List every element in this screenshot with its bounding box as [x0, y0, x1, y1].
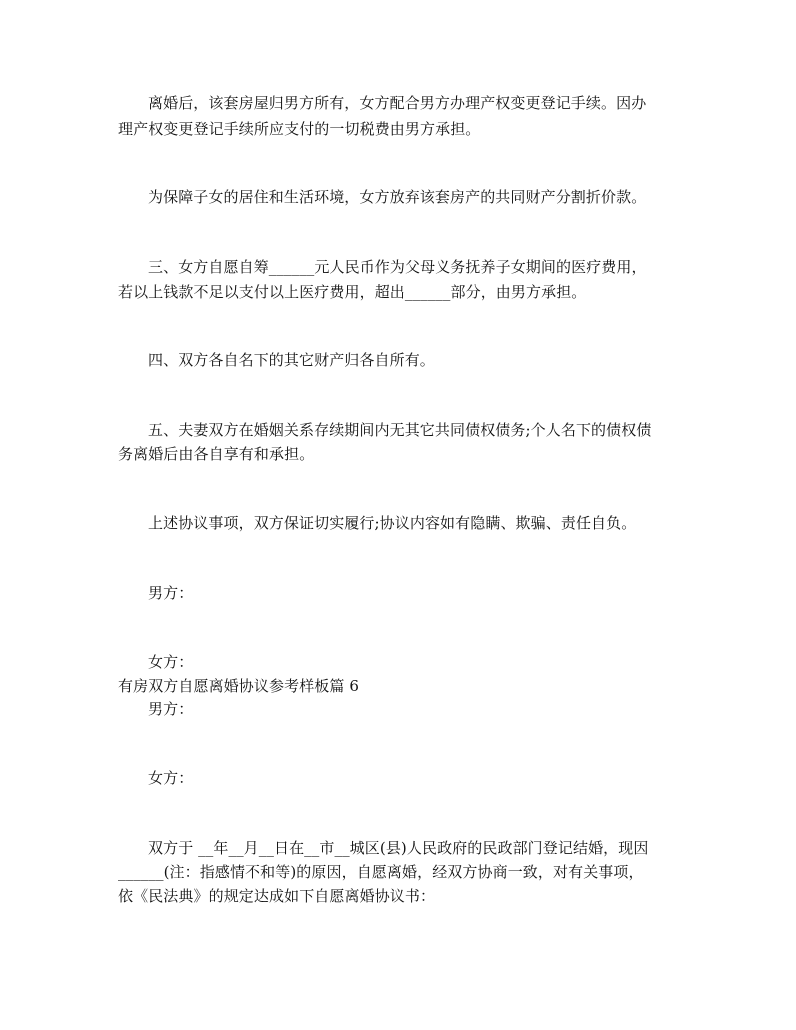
- section-female-label: 女方：: [148, 769, 194, 787]
- marriage-registration-line-1: 双方于 __年__月__日在__市__城区(县)人民政府的民政部门登记结婚，现因: [148, 839, 649, 857]
- paragraph-children-housing: 为保障子女的居住和生活环境，女方放弃该套房产的共同财产分割折价款。: [148, 188, 647, 206]
- agreement-guarantee: 上述协议事项，双方保证切实履行;协议内容如有隐瞒、欺骗、责任自负。: [148, 514, 637, 532]
- clause-three-line-1: 三、女方自愿自筹______元人民币作为父母义务抚养子女期间的医疗费用，: [148, 258, 647, 276]
- paragraph-property-line-2: 理产权变更登记手续所应支付的一切税费由男方承担。: [118, 120, 481, 138]
- clause-three-line-2: 若以上钱款不足以支付以上医疗费用，超出______部分，由男方承担。: [118, 283, 587, 301]
- clause-four: 四、双方各自名下的其它财产归各自所有。: [148, 351, 435, 369]
- section-title: 有房双方自愿离婚协议参考样板篇 6: [118, 677, 360, 695]
- signature-female-label: 女方：: [148, 653, 194, 671]
- clause-five-line-1: 五、夫妻双方在婚姻关系存续期间内无其它共同债权债务;个人名下的债权债: [148, 421, 652, 439]
- marriage-registration-line-2: ______(注：指感情不和等)的原因，自愿离婚，经双方协商一致，对有关事项，: [118, 863, 644, 881]
- section-male-label: 男方：: [148, 700, 194, 718]
- marriage-registration-line-3: 依《民法典》的规定达成如下自愿离婚协议书：: [118, 887, 436, 905]
- signature-male-label: 男方：: [148, 584, 194, 602]
- clause-five-line-2: 务离婚后由各自享有和承担。: [118, 445, 315, 463]
- paragraph-property-line-1: 离婚后，该套房屋归男方所有，女方配合男方办理产权变更登记手续。因办: [148, 94, 647, 112]
